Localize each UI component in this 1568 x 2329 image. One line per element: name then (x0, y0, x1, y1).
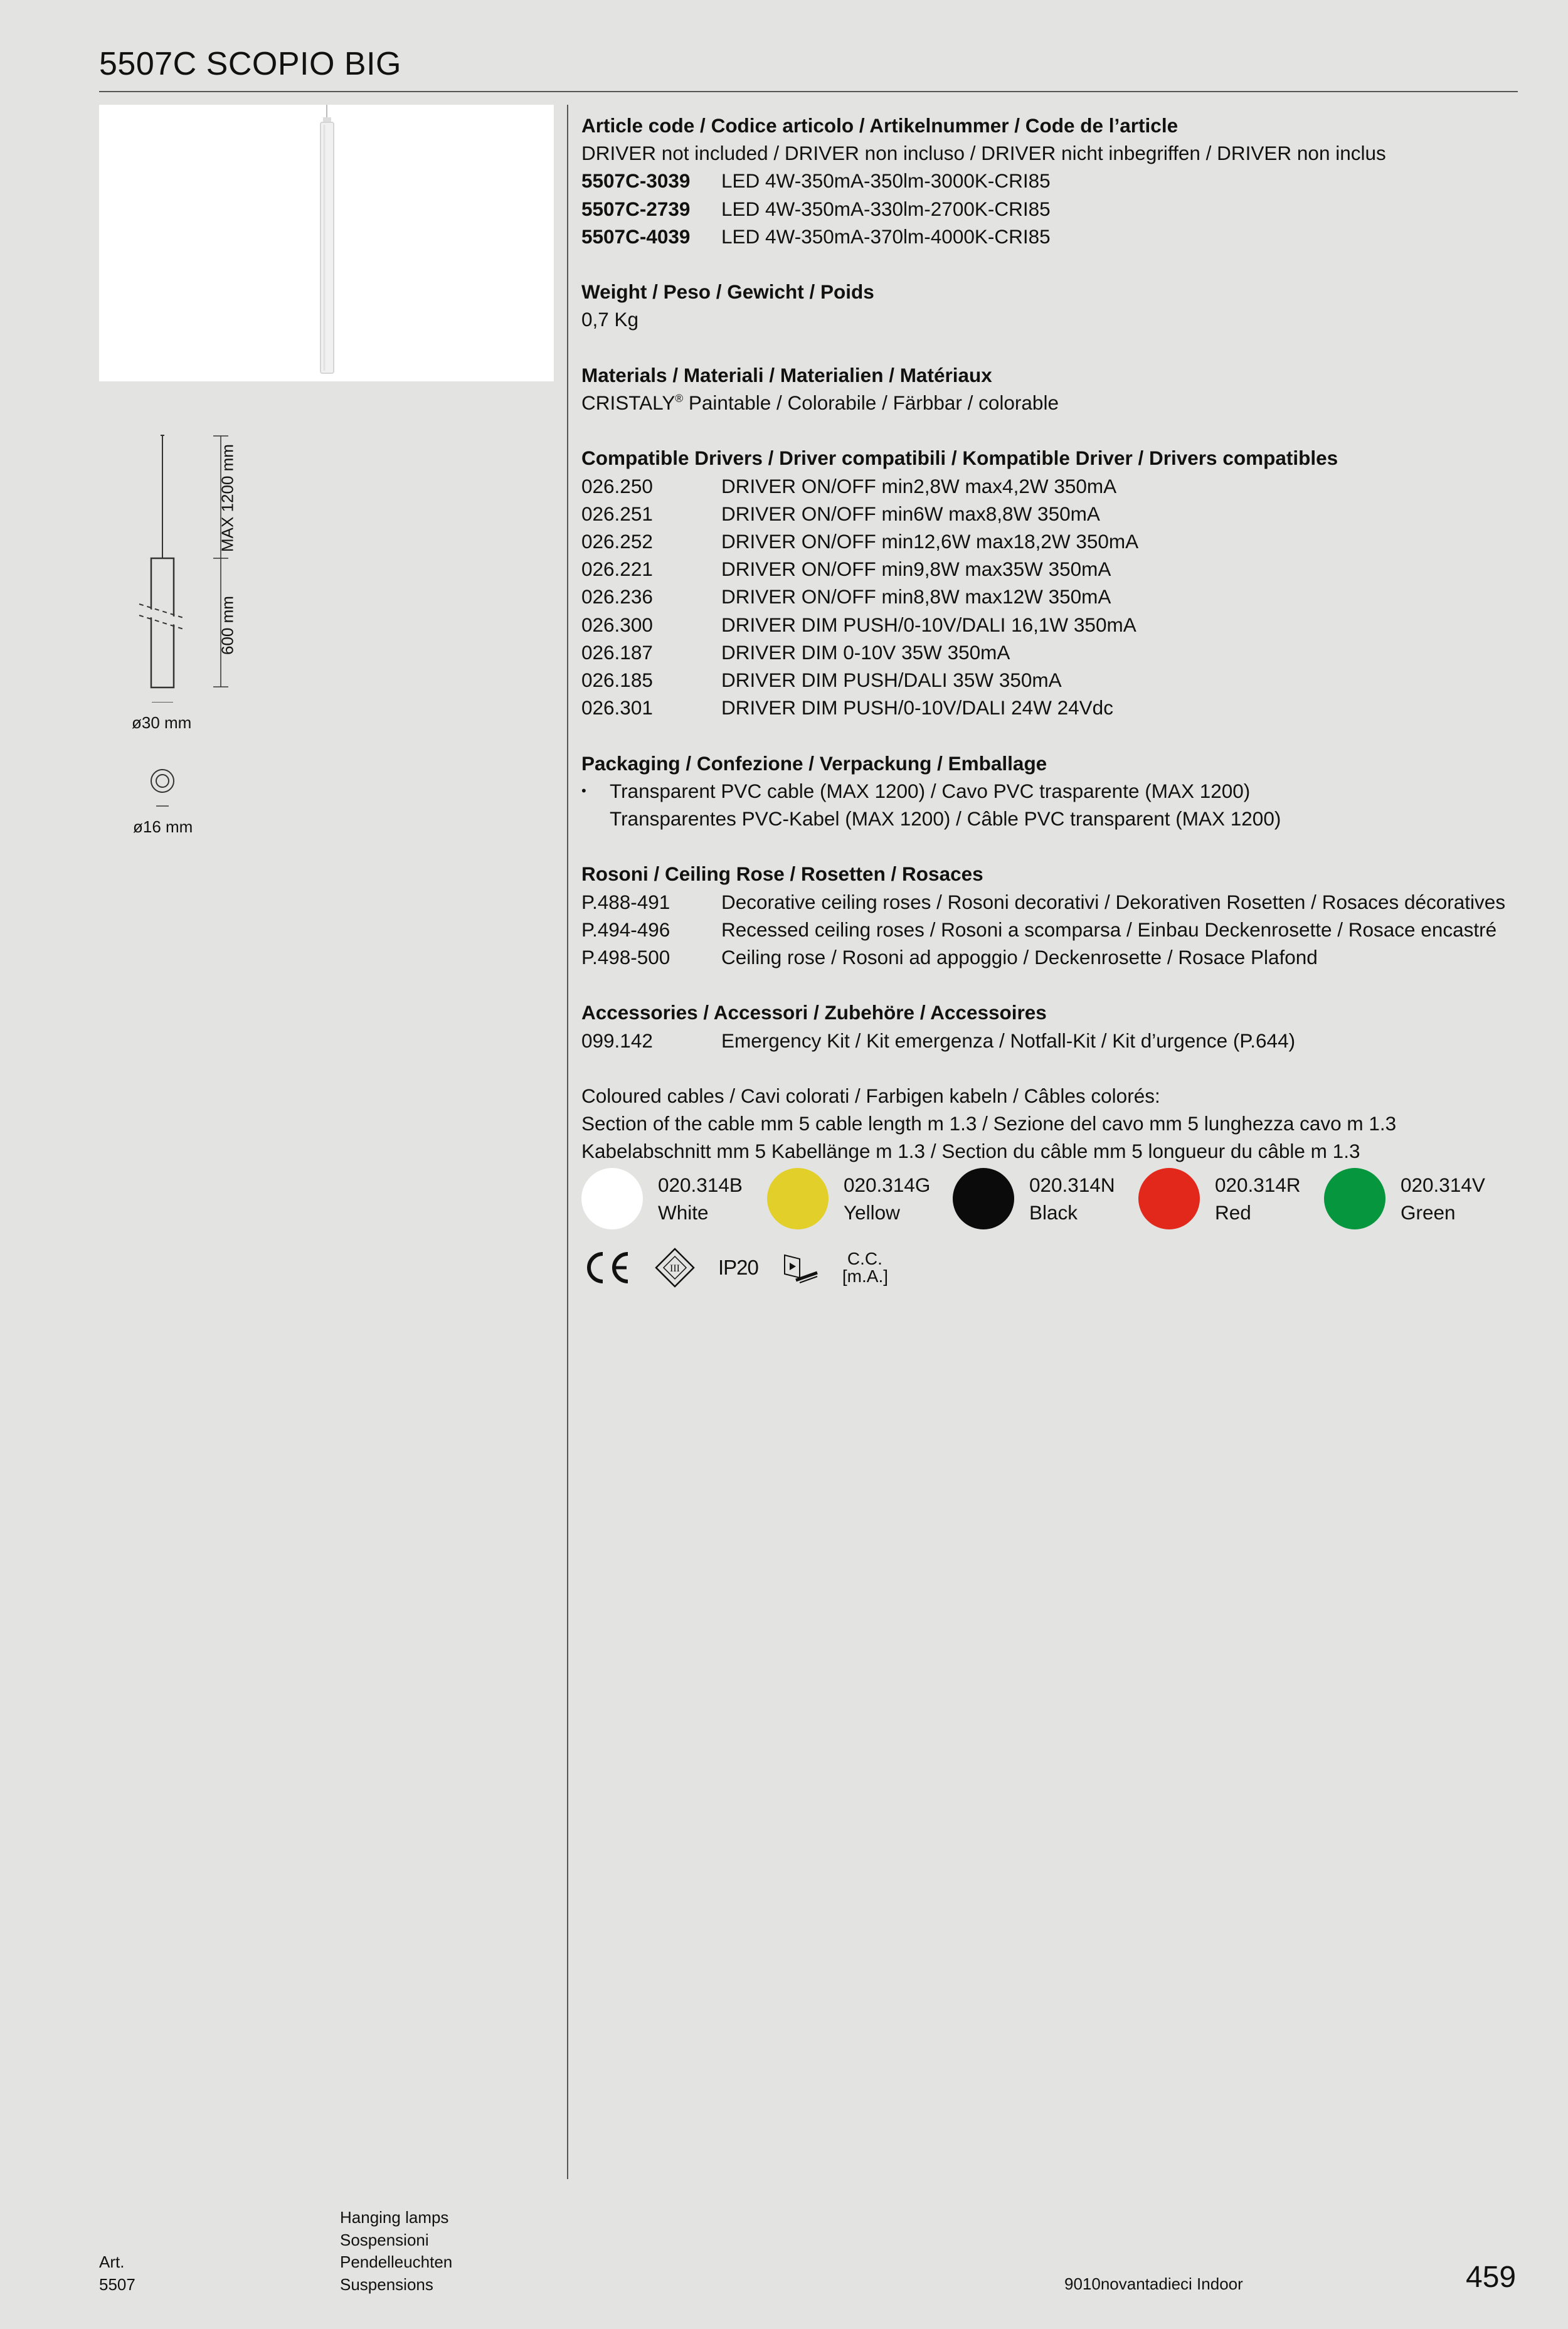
footer-brand: 9010novantadieci Indoor (1064, 2274, 1243, 2293)
article-heading: Article code / Codice articolo / Artikelnummer / Code de l’article (581, 114, 1179, 137)
cables-spec: Section of the cable mm 5 cable length m 1.3 / Sezione del cavo mm 5 lunghezza cavo m 1.3 (581, 1112, 1397, 1135)
driver-desc: DRIVER DIM PUSH/0-10V/DALI 24W 24Vdc (721, 696, 1113, 719)
cable-code: 020.314G (844, 1173, 931, 1196)
cable-swatch-black[interactable] (953, 1168, 1138, 1229)
bullet-icon: • (581, 782, 586, 798)
accessories-section (581, 999, 1522, 1054)
driver-desc: DRIVER ON/OFF min9,8W max35W 350mA (721, 558, 1111, 581)
article-code: 5507C-4039 (581, 225, 691, 248)
driver-desc: DRIVER ON/OFF min8,8W max12W 350mA (721, 585, 1111, 608)
article-desc: LED 4W-350mA-370lm-4000K-CRI85 (721, 225, 1051, 248)
driver-code: 026.300 (581, 613, 653, 636)
driver-code: 026.221 (581, 558, 653, 581)
cable-color-name: Green (1401, 1201, 1456, 1224)
driver-code: 026.185 (581, 669, 653, 692)
art-label: Art. (99, 2252, 125, 2271)
article-code: 5507C-3039 (581, 169, 691, 193)
cable-color-name: Yellow (844, 1201, 900, 1224)
ceiling-mount-icon (781, 1248, 820, 1288)
packaging-item (581, 777, 1522, 832)
ip-rating: IP20 (718, 1255, 758, 1279)
dimension-body-length: 600 mm (218, 596, 237, 655)
color-dot (953, 1168, 1014, 1229)
title-divider (99, 91, 1518, 92)
cables-heading: Coloured cables / Cavi colorati / Farbigen kabeln / Câbles colorés: (581, 1085, 1160, 1107)
dimension-max-length: MAX 1200 mm (218, 444, 237, 552)
driver-row (581, 555, 1522, 583)
rose-row (581, 943, 1522, 971)
rose-row (581, 888, 1522, 916)
weight-heading: Weight / Peso / Gewicht / Poids (581, 280, 874, 304)
rose-desc: Ceiling rose / Rosoni ad appoggio / Deckenrosette / Rosace Plafond (721, 946, 1318, 969)
cable-color-name: White (658, 1201, 709, 1224)
rose-ref: P.498-500 (581, 946, 670, 969)
packaging-section (581, 750, 1522, 833)
article-section (581, 112, 1522, 250)
packaging-line: Transparentes PVC-Kabel (MAX 1200) / Câble PVC transparent (MAX 1200) (610, 807, 1281, 830)
article-code: 5507C-2739 (581, 197, 691, 220)
driver-row (581, 583, 1522, 610)
drivers-heading: Compatible Drivers / Driver compatibili / Kompatible Driver / Drivers compatibles (581, 447, 1338, 470)
rose-row (581, 916, 1522, 943)
driver-code: 026.252 (581, 530, 653, 553)
category-line: Suspensions (340, 2274, 433, 2294)
page-title: 5507C SCOPIO BIG (99, 46, 401, 82)
category-line: Sospensioni (340, 2230, 429, 2249)
cables-spec: Kabelabschnitt mm 5 Kabellänge m 1.3 / Section du câble mm 5 longueur du câble m 1.3 (581, 1140, 1360, 1163)
cable-swatch-white[interactable] (581, 1168, 767, 1229)
driver-desc: DRIVER DIM 0-10V 35W 350mA (721, 640, 1010, 664)
cable-color-name: Black (1029, 1201, 1078, 1224)
product-photo (99, 105, 554, 381)
materials-text: Paintable / Colorabile / Färbbar / colorable (683, 391, 1059, 414)
driver-row (581, 639, 1522, 666)
rose-desc: Decorative ceiling roses / Rosoni decorativi / Dekorativen Rosetten / Rosaces décoratives (721, 890, 1506, 913)
category-line: Pendelleuchten (340, 2252, 453, 2271)
color-dot (581, 1168, 643, 1229)
driver-row (581, 472, 1522, 500)
cc-label: C.C. (847, 1248, 882, 1268)
driver-code: 026.236 (581, 585, 653, 608)
page-number: 459 (1466, 2261, 1517, 2294)
roses-heading: Rosoni / Ceiling Rose / Rosetten / Rosaces (581, 862, 983, 886)
certifications (581, 1246, 1522, 1290)
cc-unit: [m.A.] (842, 1266, 889, 1286)
article-row (581, 195, 1522, 223)
packaging-heading: Packaging / Confezione / Verpackung / Emballage (581, 751, 1047, 775)
weight-value: 0,7 Kg (581, 308, 639, 331)
driver-desc: DRIVER ON/OFF min6W max8,8W 350mA (721, 502, 1100, 525)
cable-code: 020.314N (1029, 1173, 1115, 1196)
color-dot (1324, 1168, 1385, 1229)
footer-art (99, 2251, 135, 2296)
cable-color-name: Red (1215, 1201, 1251, 1224)
driver-code: 026.250 (581, 474, 653, 497)
driver-row (581, 528, 1522, 555)
current-control (842, 1250, 888, 1285)
cable-swatch-green[interactable] (1324, 1168, 1510, 1229)
packaging-line: Transparent PVC cable (MAX 1200) / Cavo PVC trasparente (MAX 1200) (610, 779, 1251, 802)
materials-heading: Materials / Materiali / Materialien / Matériaux (581, 363, 992, 386)
registered-mark: ® (675, 391, 684, 405)
drivers-section (581, 444, 1522, 721)
driver-desc: DRIVER ON/OFF min12,6W max18,2W 350mA (721, 530, 1139, 553)
accessory-row (581, 1027, 1522, 1054)
driver-note: DRIVER not included / DRIVER non incluso / DRIVER nicht inbegriffen / DRIVER non inclus (581, 142, 1386, 165)
rose-desc: Recessed ceiling roses / Rosoni a scomparsa / Einbau Deckenrosette / Rosace encastré (721, 918, 1497, 941)
ce-mark-icon (581, 1249, 632, 1287)
article-desc: LED 4W-350mA-350lm-3000K-CRI85 (721, 169, 1051, 193)
cable-swatch-yellow[interactable] (767, 1168, 953, 1229)
class-iii-icon (654, 1247, 696, 1288)
materials-value (581, 389, 1522, 416)
article-desc: LED 4W-350mA-330lm-2700K-CRI85 (721, 197, 1051, 220)
driver-row (581, 611, 1522, 639)
cable-swatch-red[interactable] (1138, 1168, 1324, 1229)
category-line: Hanging lamps (340, 2208, 449, 2227)
cable-swatches (581, 1165, 1522, 1232)
driver-code: 026.251 (581, 502, 653, 525)
rose-ref: P.488-491 (581, 890, 670, 913)
driver-row (581, 666, 1522, 694)
accessory-code: 099.142 (581, 1029, 653, 1052)
driver-desc: DRIVER DIM PUSH/0-10V/DALI 16,1W 350mA (721, 613, 1136, 636)
specifications (581, 112, 1522, 1290)
rose-ref: P.494-496 (581, 918, 670, 941)
cable-code: 020.314B (658, 1173, 743, 1196)
cables-section (581, 1082, 1522, 1232)
cable-code: 020.314V (1401, 1173, 1485, 1196)
column-divider (567, 105, 568, 2179)
materials-brand: CRISTALY (581, 391, 675, 414)
roses-section (581, 860, 1522, 971)
weight-section (581, 278, 1522, 333)
driver-desc: DRIVER DIM PUSH/DALI 35W 350mA (721, 669, 1062, 692)
materials-section (581, 361, 1522, 416)
dimension-rose-diameter: ø16 mm (133, 817, 193, 836)
driver-desc: DRIVER ON/OFF min2,8W max4,2W 350mA (721, 474, 1117, 497)
art-number: 5507 (99, 2274, 135, 2294)
driver-code: 026.187 (581, 640, 653, 664)
pendant-lamp-image (99, 105, 554, 381)
footer-category (340, 2207, 452, 2296)
article-row (581, 167, 1522, 194)
driver-code: 026.301 (581, 696, 653, 719)
ceiling-rose-drawing (147, 766, 179, 807)
color-dot (1138, 1168, 1200, 1229)
article-row (581, 223, 1522, 250)
accessories-heading: Accessories / Accessori / Zubehöre / Accessoires (581, 1001, 1047, 1024)
dimension-body-diameter: ø30 mm (132, 713, 192, 732)
cable-code: 020.314R (1215, 1173, 1301, 1196)
driver-row (581, 694, 1522, 721)
driver-row (581, 500, 1522, 528)
accessory-desc: Emergency Kit / Kit emergenza / Notfall-Kit / Kit d’urgence (P.644) (721, 1029, 1296, 1052)
class-label: III (670, 1263, 680, 1274)
color-dot (767, 1168, 829, 1229)
